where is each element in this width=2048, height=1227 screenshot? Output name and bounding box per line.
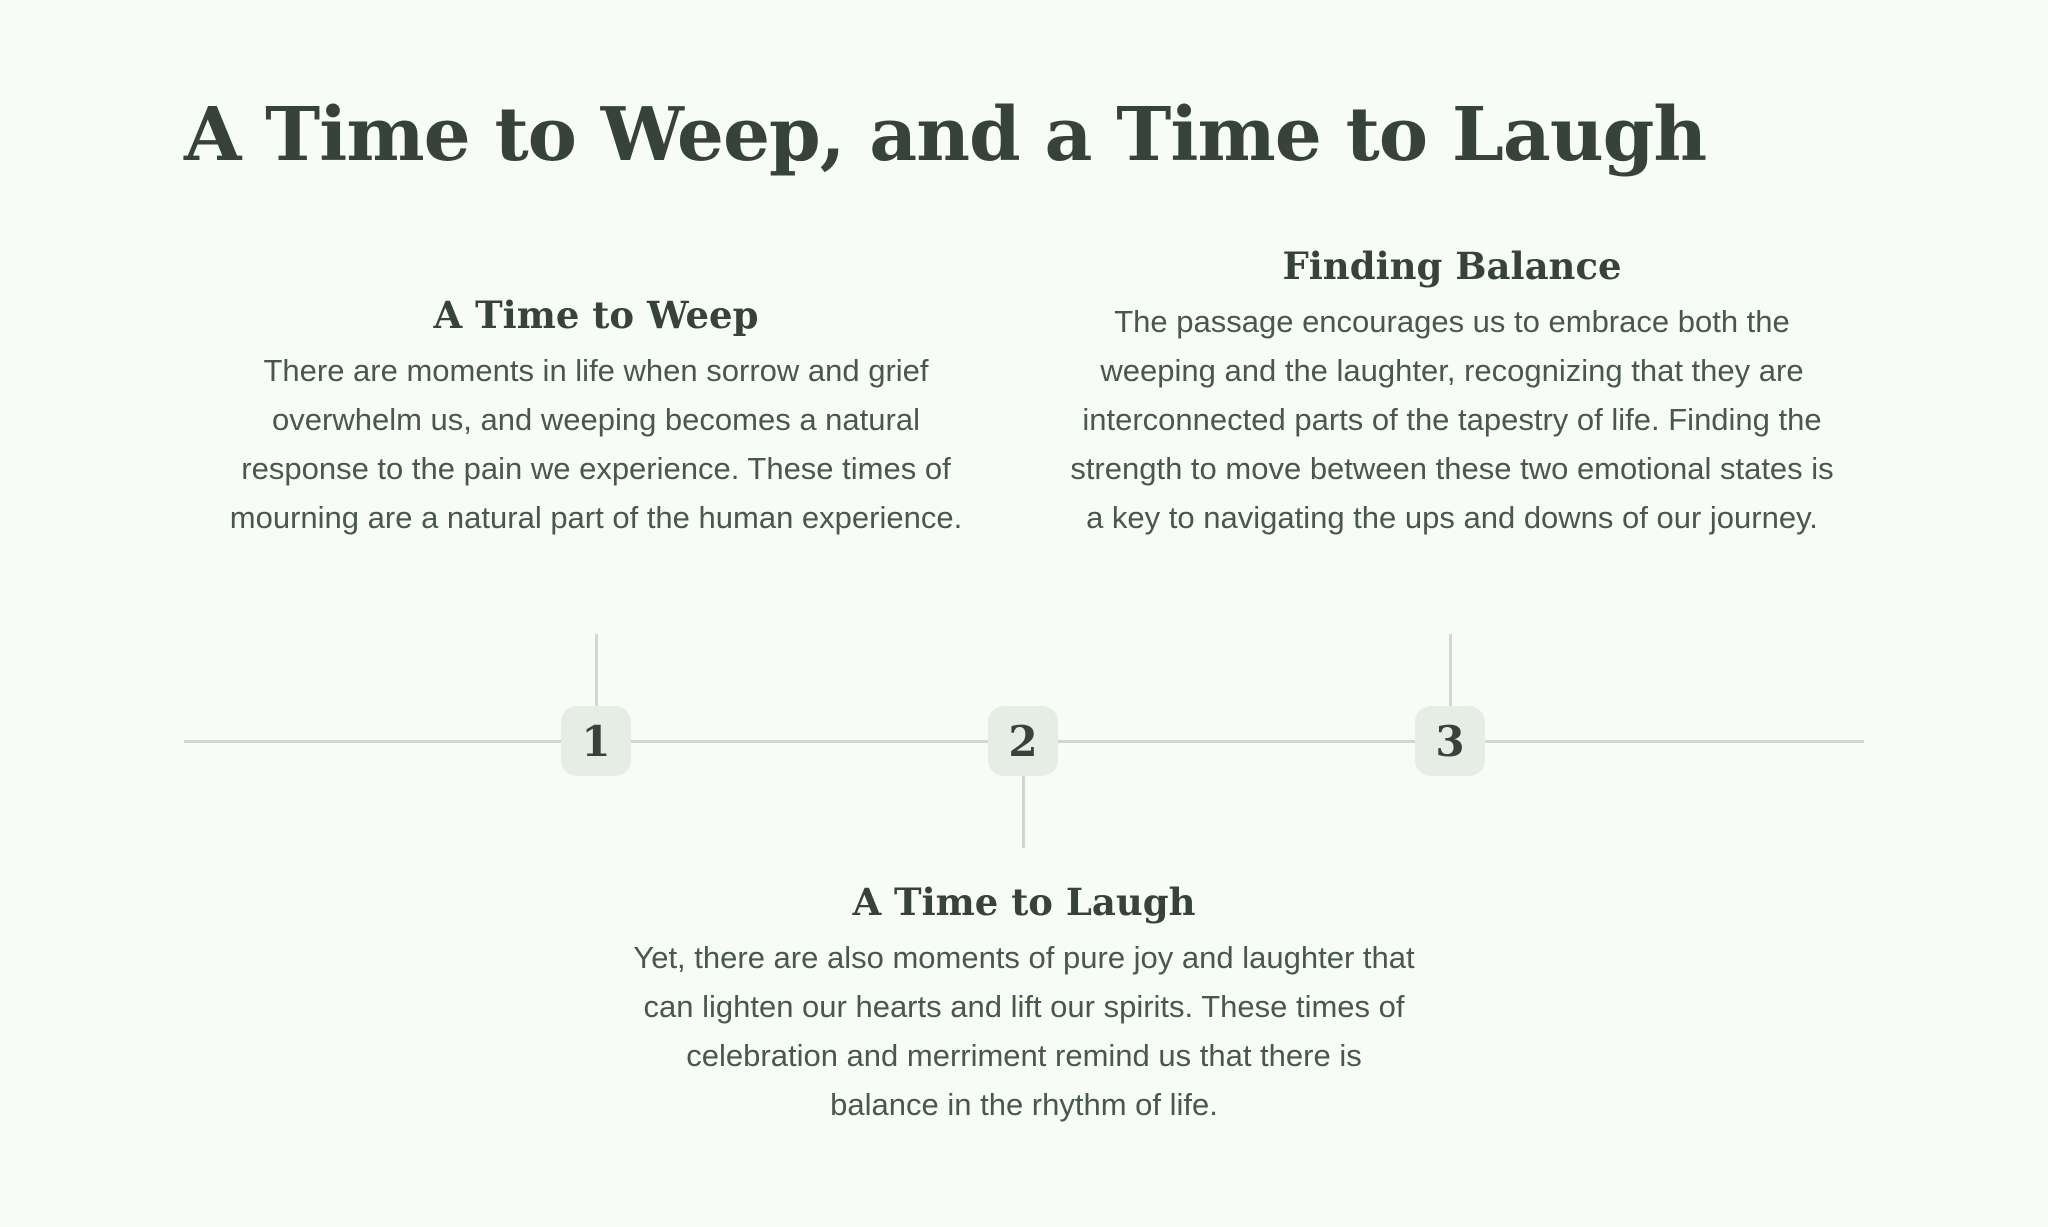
step-3-text: The passage encourages us to embrace both the weeping and the laughter, recognizing that they are interconnected parts of the tapestry of life. Finding the strength to move between these two emotional states is a key to navigating the ups and downs of our journey. [1070,304,1834,535]
step-2-connector [1022,776,1025,848]
step-3-heading: Finding Balance [1282,244,1622,288]
step-1-connector [595,634,598,706]
step-1-content [206,290,986,542]
step-2-text: Yet, there are also moments of pure joy and laughter that can lighten our hearts and lift our spirits. These times of celebration and merriment remind us that there is balance in the rhythm of life. [633,940,1415,1122]
step-1-marker: 1 [561,706,631,776]
step-2-heading: A Time to Laugh [852,880,1196,924]
step-1-text: There are moments in life when sorrow and grief overwhelm us, and weeping becomes a natural response to the pain we experience. These times of mourning are a natural part of the human experience. [229,353,963,535]
step-3-connector [1449,634,1452,706]
step-1-heading: A Time to Weep [433,293,759,337]
step-3-content [1062,241,1842,542]
step-2-content [628,877,1420,1129]
page-title: A Time to Weep, and a Time to Laugh [184,92,1707,178]
step-2-marker: 2 [988,706,1058,776]
step-3-marker: 3 [1415,706,1485,776]
